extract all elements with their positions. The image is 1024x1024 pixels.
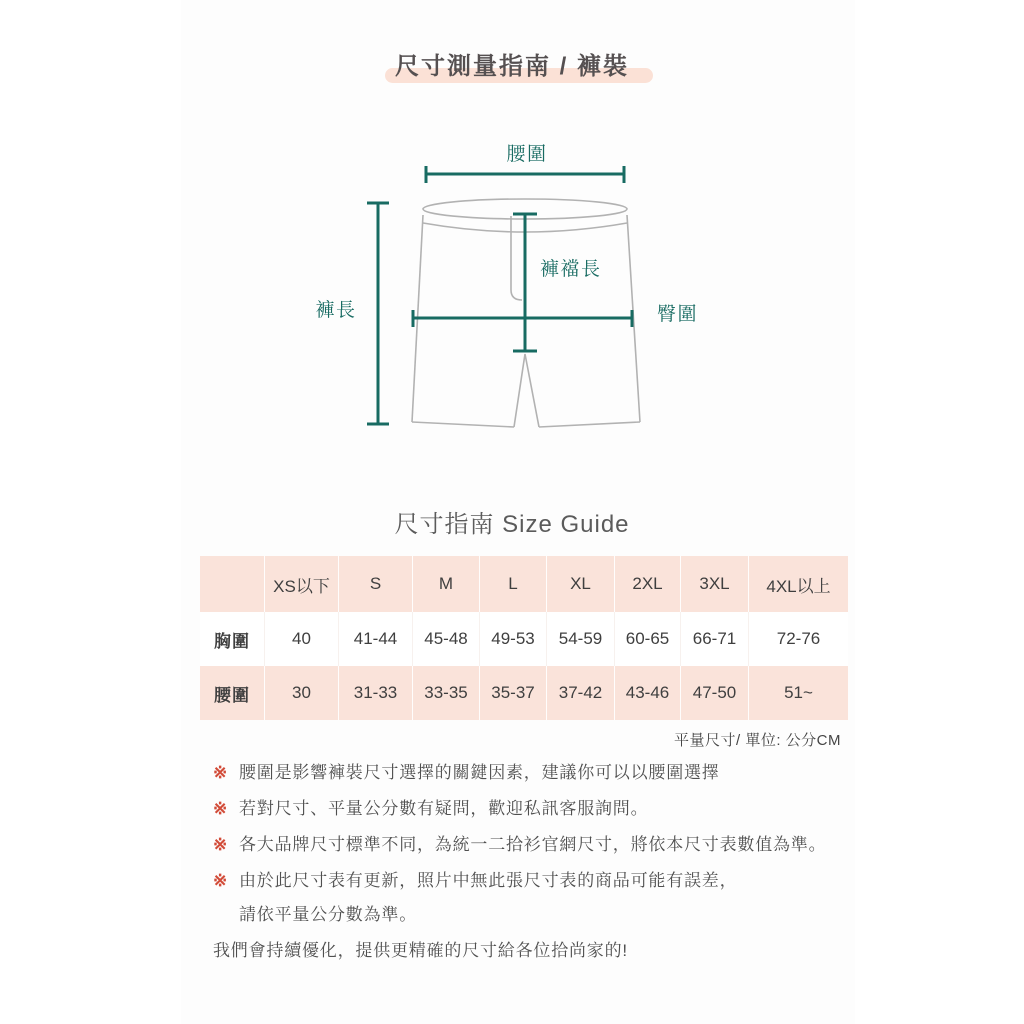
size-cell: 31-33: [339, 666, 413, 720]
hip-label: 臀圍: [657, 304, 699, 325]
size-cell: 60-65: [615, 612, 681, 666]
page-header: [0, 46, 1024, 81]
note-item: [213, 869, 853, 926]
column-header: 3XL: [681, 556, 749, 612]
reference-mark-icon: ※: [213, 871, 229, 890]
column-header: XS以下: [265, 556, 339, 612]
column-header: 4XL以上: [749, 556, 849, 612]
note-item: [213, 833, 853, 856]
reference-mark-icon: ※: [213, 799, 229, 818]
size-cell: 72-76: [749, 612, 849, 666]
table-row: [200, 666, 848, 720]
shorts-hem-left: [412, 422, 514, 427]
size-cell: 33-35: [413, 666, 480, 720]
size-cell: 41-44: [339, 612, 413, 666]
size-cell: 49-53: [480, 612, 547, 666]
column-header: XL: [547, 556, 615, 612]
length-measure-line: [367, 203, 389, 424]
row-label: 胸圍: [214, 631, 250, 651]
size-cell: 45-48: [413, 612, 480, 666]
note-text-line: 各大品牌尺寸標準不同，為統一二拾衫官網尺寸，將依本尺寸表數值為準。: [239, 835, 827, 854]
unit-note: 平量尺寸/ 單位: 公分CM: [674, 732, 841, 749]
table-row: [200, 612, 848, 666]
crotch-measure-line: [513, 214, 537, 351]
header-row: [200, 556, 848, 612]
shorts-hem-right: [539, 422, 640, 427]
reference-mark-icon: ※: [213, 763, 229, 782]
note-text: [239, 869, 737, 926]
size-cell: 40: [265, 612, 339, 666]
row-label: 腰圍: [214, 685, 250, 705]
pants-measurement-diagram: [295, 128, 735, 468]
reference-mark-icon: ※: [213, 835, 229, 854]
page-title: 尺寸測量指南 / 褲裝: [394, 53, 629, 80]
fly-seam: [511, 216, 522, 300]
size-cell: 47-50: [681, 666, 749, 720]
size-cell: 30: [265, 666, 339, 720]
note-text-continuation: 請依平量公分數為準。: [239, 905, 417, 924]
size-cell: 54-59: [547, 612, 615, 666]
length-label: 褲長: [315, 300, 357, 321]
note-item: [213, 761, 853, 784]
size-cell: 51~: [749, 666, 849, 720]
note-text-line: 由於此尺寸表有更新，照片中無此張尺寸表的商品可能有誤差，: [239, 871, 738, 890]
waist-measure-line: [426, 166, 624, 183]
notes-section: [213, 761, 853, 962]
crotch-seam: [514, 354, 539, 427]
column-header: 2XL: [615, 556, 681, 612]
section-title: 尺寸指南 Size Guide: [394, 511, 630, 538]
waist-label: 腰圍: [506, 144, 548, 165]
closing-note: 我們會持續優化，提供更精確的尺寸給各位拾尚家的!: [213, 941, 628, 960]
note-text: 若對尺寸、平量公分數有疑問，歡迎私訊客服詢問。: [239, 799, 649, 818]
size-cell: 43-46: [615, 666, 681, 720]
column-header: L: [480, 556, 547, 612]
size-table: [200, 556, 848, 720]
note-text: 腰圍是影響褲裝尺寸選擇的關鍵因素，建議你可以以腰圍選擇: [239, 763, 720, 782]
size-cell: 37-42: [547, 666, 615, 720]
column-header: M: [413, 556, 480, 612]
column-header: S: [339, 556, 413, 612]
size-cell: 35-37: [480, 666, 547, 720]
hip-measure-line: [413, 310, 632, 327]
note-text: [239, 833, 826, 856]
column-header: [200, 556, 265, 612]
crotch-label: 褲襠長: [540, 259, 602, 280]
note-item: [213, 797, 853, 820]
size-cell: 66-71: [681, 612, 749, 666]
